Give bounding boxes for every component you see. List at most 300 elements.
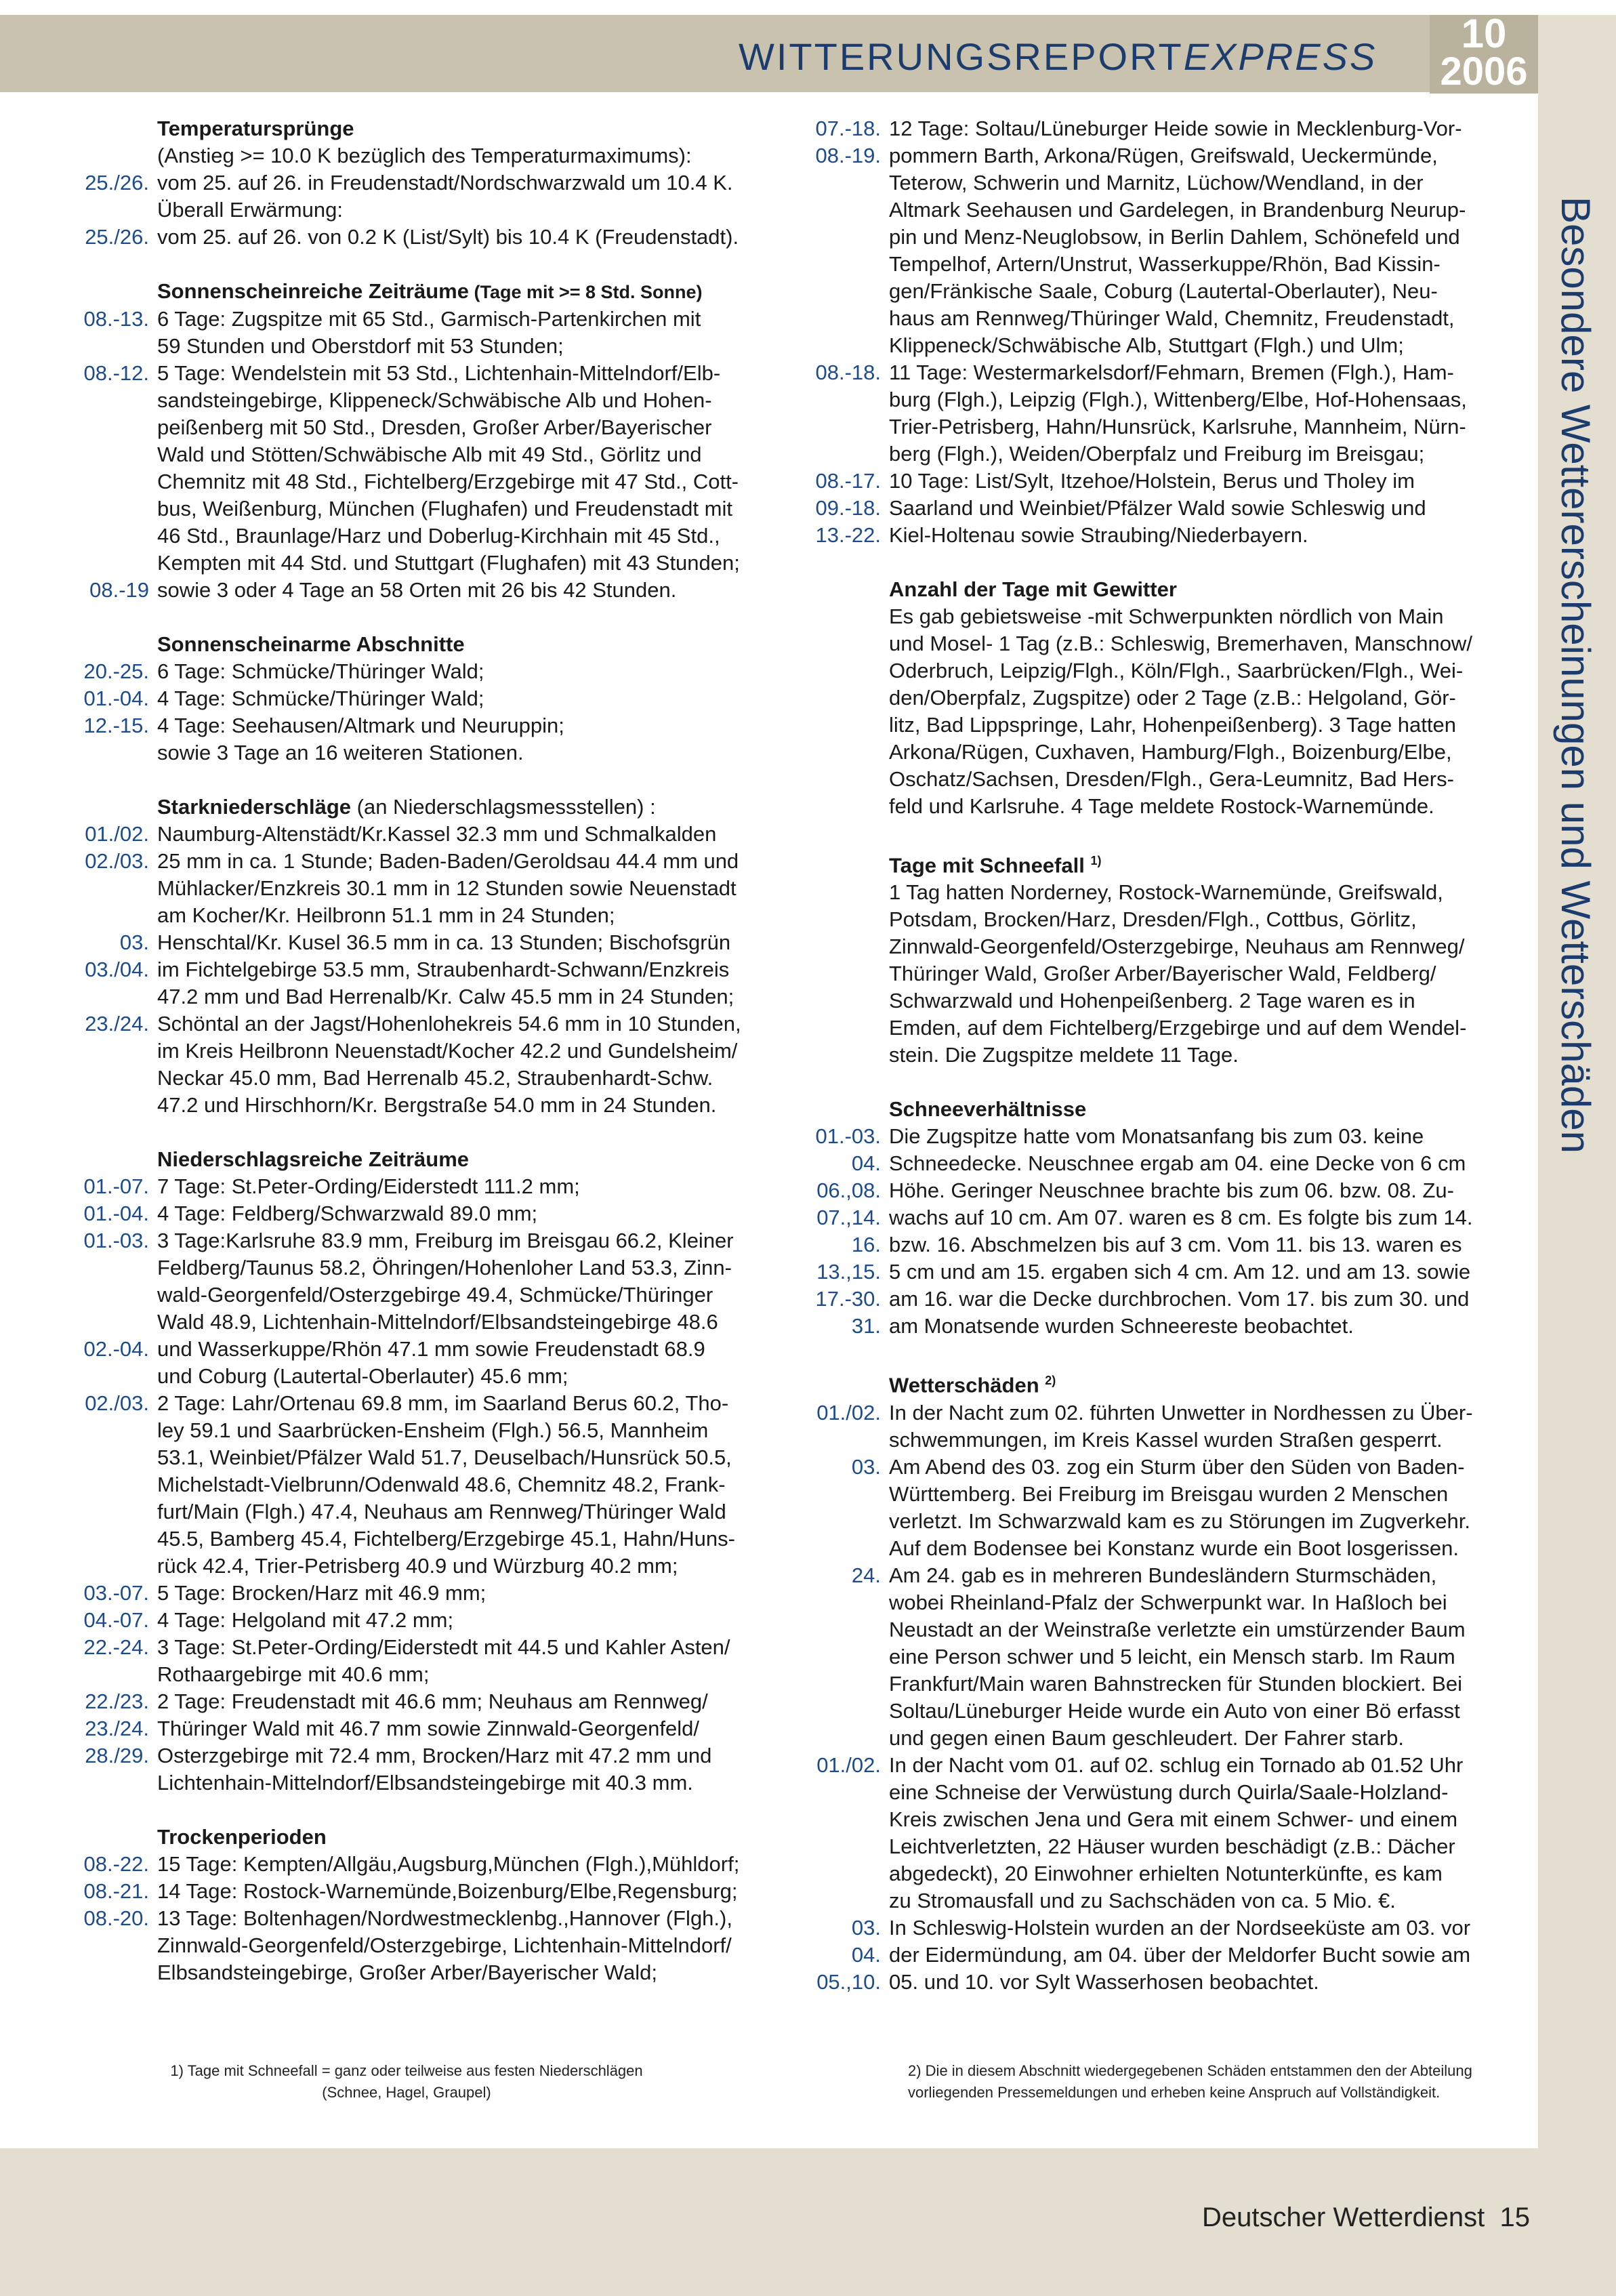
- date-label: [61, 1932, 157, 1959]
- text-line: [61, 1390, 772, 1417]
- text-line: [793, 251, 1511, 278]
- line-text: im Kreis Heilbronn Neuenstadt/Kocher 42.2 und Gundelsheim/: [157, 1039, 738, 1063]
- date-label: [793, 684, 889, 712]
- text-line: [793, 1887, 1511, 1914]
- date-label: [61, 739, 157, 766]
- date-label: [793, 1481, 889, 1508]
- line-text: stein. Die Zugspitze meldete 11 Tage.: [889, 1043, 1239, 1067]
- report-title-main: WITTERUNGSREPORT: [739, 35, 1184, 78]
- text-line: [61, 1282, 772, 1309]
- text-line: [793, 1806, 1511, 1833]
- line-text: und Wasserkuppe/Rhön 47.1 mm sowie Freudenstadt 68.9: [157, 1337, 705, 1361]
- text-line: [61, 1065, 772, 1092]
- text-line: [793, 1150, 1511, 1177]
- text-line: [793, 1942, 1511, 1969]
- line-text: Kempten mit 44 Std. und Stuttgart (Flughafen) mit 43 Stunden;: [157, 551, 740, 575]
- line-text: und Coburg (Lautertal-Oberlauter) 45.6 mm;: [157, 1364, 568, 1388]
- date-label: 03.: [119, 930, 149, 954]
- footnote-1-line: 1) Tage mit Schneefall = ganz oder teilweise aus festen Niederschlägen: [170, 2062, 643, 2079]
- date-label: 28./29.: [85, 1744, 149, 1767]
- line-text: Wald 48.9, Lichtenhain-Mittelndorf/Elbsandsteingebirge 48.6: [157, 1310, 718, 1334]
- line-text: pommern Barth, Arkona/Rügen, Greifswald, Ueckermünde,: [889, 144, 1438, 167]
- date-label: [793, 1427, 889, 1454]
- text-line: [61, 387, 772, 414]
- line-text: Rothaargebirge mit 40.6 mm;: [157, 1662, 430, 1686]
- date-label: [793, 1042, 889, 1069]
- line-text: zu Stromausfall und zu Sachschäden von ca. 5 Mio. €.: [889, 1888, 1396, 1912]
- footer-publisher: Deutscher Wetterdienst: [1202, 2202, 1485, 2232]
- line-text: Chemnitz mit 48 Std., Fichtelberg/Erzgebirge mit 47 Std., Cott-: [157, 470, 739, 493]
- line-text: Es gab gebietsweise -mit Schwerpunkten nördlich von Main: [889, 604, 1444, 628]
- line-text: Teterow, Schwerin und Marnitz, Lüchow/Wendland, in der: [889, 171, 1424, 194]
- line-text: feld und Karlsruhe. 4 Tage meldete Rostock-Warnemünde.: [889, 794, 1434, 818]
- line-text: Neckar 45.0 mm, Bad Herrenalb 45.2, Straubenhardt-Schw.: [157, 1066, 713, 1090]
- line-text: Potsdam, Brocken/Harz, Dresden/Flgh., Cottbus, Görlitz,: [889, 907, 1417, 932]
- date-label: [793, 278, 889, 305]
- line-text: 2 Tage: Lahr/Ortenau 69.8 mm, im Saarland Berus 60.2, Tho-: [157, 1391, 729, 1415]
- date-label: 02./03.: [85, 1391, 149, 1415]
- date-label: [793, 1698, 889, 1725]
- text-line: [61, 1878, 772, 1905]
- line-text: Oderbruch, Leipzig/Flgh., Köln/Flgh., Saarbrücken/Flgh., Wei-: [889, 659, 1464, 682]
- report-title-express: EXPRESS: [1183, 35, 1377, 78]
- line-text: berg (Flgh.), Weiden/Oberpfalz und Freiburg im Breisgau;: [889, 442, 1425, 466]
- text-line: [793, 793, 1511, 820]
- date-label: 08.-19.: [815, 144, 881, 167]
- date-label: [793, 960, 889, 987]
- line-text: 3 Tage: St.Peter-Ording/Eiderstedt mit 44.5 und Kahler Asten/: [157, 1635, 730, 1659]
- line-text: Schneedecke. Neuschnee ergab am 04. eine Decke von 6 cm: [889, 1151, 1466, 1176]
- date-label: [793, 1860, 889, 1887]
- date-label: [793, 879, 889, 906]
- text-line: [61, 1417, 772, 1444]
- line-text: Überall Erwärmung:: [157, 198, 343, 222]
- line-text: peißenberg mit 50 Std., Dresden, Großer Arber/Bayerischer: [157, 415, 712, 439]
- text-line: [61, 1525, 772, 1553]
- line-text: eine Schneise der Verwüstung durch Quirla/Saale-Holzland-: [889, 1780, 1449, 1804]
- date-label: [61, 387, 157, 414]
- date-label: [61, 875, 157, 902]
- date-label: [793, 332, 889, 359]
- date-label: [61, 495, 157, 522]
- date-label: 07.,14.: [816, 1206, 881, 1230]
- date-label: [61, 1092, 157, 1119]
- date-label: 01.-04.: [83, 686, 149, 710]
- line-text: rück 42.4, Trier-Petrisberg 40.9 und Würzburg 40.2 mm;: [157, 1554, 678, 1578]
- date-label: [61, 1471, 157, 1498]
- date-label: 24.: [851, 1563, 881, 1587]
- date-label: 04.-07.: [83, 1608, 149, 1632]
- text-line: [793, 142, 1511, 169]
- left-column: [61, 115, 772, 2013]
- date-label: 01.-04.: [83, 1202, 149, 1225]
- line-text: Altmark Seehausen und Gardelegen, in Brandenburg Neurup-: [889, 198, 1466, 222]
- date-label: [793, 906, 889, 933]
- date-label: 03.-07.: [83, 1581, 149, 1605]
- section-title-text: Starkniederschläge: [157, 795, 352, 819]
- line-text: 5 cm und am 15. ergaben sich 4 cm. Am 12. und am 13. sowie: [889, 1260, 1471, 1284]
- text-line: [61, 550, 772, 577]
- text-line: [793, 1589, 1511, 1616]
- text-line: [793, 1481, 1511, 1508]
- footnote-2: [908, 2060, 1504, 2104]
- line-text: bzw. 16. Abschmelzen bis auf 3 cm. Vom 11. bis 13. waren es: [889, 1233, 1462, 1257]
- date-label: 08.-18.: [815, 361, 881, 384]
- date-label: [793, 1589, 889, 1616]
- section-title: [157, 1146, 772, 1173]
- date-label: 01.-03.: [815, 1124, 881, 1149]
- date-label: 08.-20.: [83, 1906, 149, 1930]
- text-line: [793, 468, 1511, 495]
- line-text: Thüringer Wald mit 46.7 mm sowie Zinnwald-Georgenfeld/: [157, 1717, 700, 1740]
- date-label: [793, 224, 889, 251]
- date-label: [793, 197, 889, 224]
- line-text: Neustadt an der Weinstraße verletzte ein umstürzender Baum: [889, 1617, 1466, 1641]
- text-line: [61, 848, 772, 875]
- report-title: [739, 35, 1377, 78]
- line-text: Kreis zwischen Jena und Gera mit einem Schwer- und einem: [889, 1807, 1458, 1831]
- text-line: [793, 1454, 1511, 1481]
- date-label: [61, 468, 157, 495]
- section-title: [889, 847, 1511, 879]
- date-label: [61, 142, 157, 169]
- text-line: [793, 359, 1511, 386]
- section-title: [157, 794, 772, 821]
- date-label: [61, 550, 157, 577]
- footnote-marker: 1): [1090, 854, 1102, 867]
- line-text: 13 Tage: Boltenhagen/Nordwestmecklenbg.,Hannover (Flgh.),: [157, 1906, 732, 1930]
- date-label: [61, 983, 157, 1010]
- text-line: [793, 413, 1511, 440]
- line-text: 4 Tage: Seehausen/Altmark und Neuruppin;: [157, 714, 564, 737]
- line-text: (Anstieg >= 10.0 K bezüglich des Temperaturmaximums):: [157, 144, 692, 167]
- text-line: [61, 495, 772, 522]
- date-label: [61, 1498, 157, 1525]
- text-line: [793, 1833, 1511, 1860]
- text-line: [61, 577, 772, 604]
- line-text: verletzt. Im Schwarzwald kam es zu Störungen im Zugverkehr.: [889, 1509, 1470, 1533]
- section: [793, 576, 1511, 820]
- line-text: Schwarzwald und Hohenpeißenberg. 2 Tage waren es in: [889, 989, 1415, 1013]
- text-line: [793, 1752, 1511, 1779]
- line-text: Höhe. Geringer Neuschnee brachte bis zum 06. bzw. 08. Zu-: [889, 1178, 1454, 1203]
- text-line: [61, 441, 772, 468]
- section-title: [889, 576, 1511, 603]
- section-title-text: Temperatursprünge: [157, 117, 354, 140]
- section: [61, 794, 772, 1119]
- text-line: [793, 1779, 1511, 1806]
- text-line: [793, 712, 1511, 739]
- date-label: [793, 1725, 889, 1752]
- date-label: 22.-24.: [83, 1635, 149, 1659]
- line-text: am Monatsende wurden Schneereste beobachtet.: [889, 1314, 1354, 1338]
- date-label: [793, 1670, 889, 1698]
- line-text: bus, Weißenburg, München (Flughafen) und Freudenstadt mit: [157, 497, 732, 520]
- section: [793, 847, 1511, 1069]
- line-text: litz, Bad Lippspringe, Lahr, Hohenpeißenberg). 3 Tage hatten: [889, 713, 1456, 737]
- date-label: [61, 1661, 157, 1688]
- date-label: 06.,08.: [816, 1178, 881, 1203]
- date-label: 03.: [851, 1454, 881, 1479]
- date-label: 04.: [851, 1151, 881, 1176]
- line-text: burg (Flgh.), Leipzig (Flgh.), Wittenberg/Elbe, Hof-Hohensaas,: [889, 388, 1467, 411]
- line-text: der Eidermündung, am 04. über der Meldorfer Bucht sowie am: [889, 1942, 1471, 1967]
- text-line: [61, 1932, 772, 1959]
- text-line: [61, 142, 772, 169]
- line-text: 45.5, Bamberg 45.4, Fichtelberg/Erzgebirge 45.1, Hahn/Huns-: [157, 1527, 735, 1551]
- text-line: [793, 879, 1511, 906]
- text-line: [61, 1715, 772, 1742]
- issue-number: 10: [1461, 11, 1507, 56]
- date-label: 22./23.: [85, 1689, 149, 1713]
- date-label: [793, 1014, 889, 1042]
- date-label: 13.,15.: [816, 1260, 881, 1284]
- text-line: [793, 933, 1511, 960]
- line-text: 6 Tage: Schmücke/Thüringer Wald;: [157, 659, 484, 683]
- line-text: furt/Main (Flgh.) 47.4, Neuhaus am Rennweg/Thüringer Wald: [157, 1500, 726, 1523]
- date-label: 12.-15.: [83, 714, 149, 737]
- date-label: [793, 739, 889, 766]
- date-label: 08.-22.: [83, 1852, 149, 1876]
- line-text: vom 25. auf 26. in Freudenstadt/Nordschwarzwald um 10.4 K.: [157, 171, 733, 194]
- date-label: 08.-17.: [815, 469, 881, 493]
- date-label: 20.-25.: [83, 659, 149, 683]
- line-text: Soltau/Lüneburger Heide wurde ein Auto von einer Bö erfasst: [889, 1698, 1460, 1723]
- text-line: [61, 1254, 772, 1282]
- line-text: 6 Tage: Zugspitze mit 65 Std., Garmisch-Partenkirchen mit: [157, 307, 701, 331]
- text-line: [793, 1535, 1511, 1562]
- text-line: [61, 983, 772, 1010]
- text-line: [793, 1670, 1511, 1698]
- text-line: [61, 414, 772, 441]
- text-line: [793, 1914, 1511, 1942]
- date-label: [61, 1038, 157, 1065]
- line-text: sowie 3 Tage an 16 weiteren Stationen.: [157, 741, 524, 764]
- line-text: Naumburg-Altenstädt/Kr.Kassel 32.3 mm und Schmalkalden: [157, 822, 717, 846]
- text-line: [793, 1123, 1511, 1150]
- text-line: [61, 956, 772, 983]
- date-label: [61, 1444, 157, 1471]
- date-label: 17.-30.: [815, 1287, 881, 1311]
- footnote-1-line: (Schnee, Hagel, Graupel): [322, 2084, 491, 2101]
- section-title: [889, 1096, 1511, 1123]
- date-label: 08.-12.: [83, 361, 149, 385]
- text-line: [793, 1231, 1511, 1258]
- line-text: Am Abend des 03. zog ein Sturm über den Süden von Baden-: [889, 1454, 1465, 1479]
- date-label: [793, 793, 889, 820]
- text-line: [793, 115, 1511, 142]
- section-title: [157, 1824, 772, 1851]
- date-label: [793, 413, 889, 440]
- line-text: 3 Tage:Karlsruhe 83.9 mm, Freiburg im Breisgau 66.2, Kleiner: [157, 1229, 734, 1252]
- line-text: im Fichtelgebirge 53.5 mm, Straubenhardt-Schwann/Enzkreis: [157, 958, 730, 981]
- text-line: [793, 657, 1511, 684]
- date-label: 02./03.: [85, 849, 149, 873]
- line-text: haus am Rennweg/Thüringer Wald, Chemnitz, Freudenstadt,: [889, 306, 1455, 330]
- date-label: 08.-21.: [83, 1879, 149, 1903]
- text-line: [793, 305, 1511, 332]
- text-line: [61, 1010, 772, 1038]
- text-line: [793, 278, 1511, 305]
- section: [61, 631, 772, 766]
- section: [61, 115, 772, 251]
- line-text: wobei Rheinland-Pfalz der Schwerpunkt war. In Haßloch bei: [889, 1590, 1447, 1614]
- section-title-text: Trockenperioden: [157, 1825, 327, 1849]
- text-line: [793, 440, 1511, 468]
- line-text: Schöntal an der Jagst/Hohenlohekreis 54.6 mm in 10 Stunden,: [157, 1012, 741, 1036]
- date-label: [793, 630, 889, 657]
- date-label: [793, 1887, 889, 1914]
- text-line: [793, 1427, 1511, 1454]
- text-line: [793, 1042, 1511, 1069]
- date-label: 01./02.: [816, 1752, 881, 1777]
- text-line: [793, 495, 1511, 522]
- date-label: [793, 712, 889, 739]
- footnote-marker: 2): [1045, 1374, 1056, 1388]
- date-label: 01.-07.: [83, 1174, 149, 1198]
- text-line: [61, 224, 772, 251]
- line-text: Trier-Petrisberg, Hahn/Hunsrück, Karlsruhe, Mannheim, Nürn-: [889, 415, 1466, 438]
- date-label: [61, 197, 157, 224]
- date-label: [61, 1769, 157, 1797]
- line-text: Thüringer Wald, Großer Arber/Bayerischer Wald, Feldberg/: [889, 962, 1436, 986]
- text-line: [793, 1860, 1511, 1887]
- section-title-text: Sonnenscheinreiche Zeiträume: [157, 279, 469, 303]
- line-text: 12 Tage: Soltau/Lüneburger Heide sowie in Mecklenburg-Vor-: [889, 117, 1462, 140]
- line-text: Auf dem Bodensee bei Konstanz wurde ein Boot losgerissen.: [889, 1536, 1459, 1560]
- text-line: [61, 169, 772, 197]
- footnote-1: [163, 2060, 650, 2104]
- line-text: In der Nacht zum 02. führten Unwetter in Nordhessen zu Über-: [889, 1400, 1473, 1424]
- date-label: [61, 1525, 157, 1553]
- section-title: [157, 631, 772, 658]
- text-line: [61, 902, 772, 929]
- text-line: [61, 1038, 772, 1065]
- line-text: Emden, auf dem Fichtelberg/Erzgebirge und auf dem Wendel-: [889, 1016, 1467, 1040]
- line-text: 14 Tage: Rostock-Warnemünde,Boizenburg/Elbe,Regensburg;: [157, 1879, 738, 1903]
- text-line: [793, 332, 1511, 359]
- text-line: [61, 685, 772, 712]
- section: [793, 1367, 1511, 1995]
- date-label: [61, 1959, 157, 1986]
- line-text: und gegen einen Baum geschleudert. Der Fahrer starb.: [889, 1725, 1404, 1750]
- date-label: [793, 987, 889, 1014]
- text-line: [61, 197, 772, 224]
- line-text: Osterzgebirge mit 72.4 mm, Brocken/Harz mit 47.2 mm und: [157, 1744, 712, 1767]
- line-text: 59 Stunden und Oberstdorf mit 53 Stunden;: [157, 334, 564, 358]
- line-text: 05. und 10. vor Sylt Wasserhosen beobachtet.: [889, 1969, 1319, 1994]
- date-label: 08.-13.: [83, 307, 149, 331]
- line-text: 5 Tage: Wendelstein mit 53 Std., Lichtenhain-Mittelndorf/Elb-: [157, 361, 721, 385]
- line-text: wald-Georgenfeld/Osterzgebirge 49.4, Schmücke/Thüringer: [157, 1283, 713, 1307]
- date-label: [793, 440, 889, 468]
- section: [61, 1824, 772, 1986]
- text-line: [793, 522, 1511, 549]
- date-label: 07.-18.: [815, 117, 881, 140]
- text-line: [61, 1363, 772, 1390]
- text-line: [793, 1562, 1511, 1589]
- line-text: 5 Tage: Brocken/Harz mit 46.9 mm;: [157, 1581, 486, 1605]
- line-text: Michelstadt-Vielbrunn/Odenwald 48.6, Chemnitz 48.2, Frank-: [157, 1473, 726, 1496]
- date-label: [61, 1553, 157, 1580]
- section-title-text: Niederschlagsreiche Zeiträume: [157, 1147, 470, 1171]
- line-text: Am 24. gab es in mehreren Bundesländern Sturmschäden,: [889, 1563, 1437, 1587]
- section: [61, 278, 772, 604]
- line-text: sandsteingebirge, Klippeneck/Schwäbische Alb und Hohen-: [157, 388, 712, 412]
- date-label: 04.: [851, 1942, 881, 1967]
- line-text: Feldberg/Taunus 58.2, Öhringen/Hohenloher Land 53.3, Zinn-: [157, 1256, 732, 1279]
- line-text: eine Person schwer und 5 leicht, ein Mensch starb. Im Raum: [889, 1644, 1455, 1668]
- text-line: [61, 1634, 772, 1661]
- text-line: [793, 1204, 1511, 1231]
- date-label: [61, 414, 157, 441]
- date-label: 05.,10.: [816, 1969, 881, 1994]
- text-line: [793, 224, 1511, 251]
- text-line: [61, 1580, 772, 1607]
- date-label: 01.-03.: [83, 1229, 149, 1252]
- date-label: [61, 1282, 157, 1309]
- section-title-text: Anzahl der Tage mit Gewitter: [889, 577, 1177, 601]
- line-text: Tempelhof, Artern/Unstrut, Wasserkuppe/Rhön, Bad Kissin-: [889, 252, 1441, 276]
- date-label: [61, 522, 157, 550]
- line-text: 53.1, Weinbiet/Pfälzer Wald 51.7, Deuselbach/Hunsrück 50.5,: [157, 1446, 732, 1469]
- text-line: [61, 658, 772, 685]
- text-line: [793, 766, 1511, 793]
- date-label: 03.: [851, 1915, 881, 1940]
- text-line: [793, 1258, 1511, 1286]
- date-label: [61, 1309, 157, 1336]
- line-text: In der Nacht vom 01. auf 02. schlug ein Tornado ab 01.52 Uhr: [889, 1752, 1464, 1777]
- line-text: 46 Std., Braunlage/Harz und Doberlug-Kirchhain mit 45 Std.,: [157, 524, 720, 548]
- section-title-text: Wetterschäden: [889, 1373, 1039, 1397]
- date-label: [793, 766, 889, 793]
- date-label: 03./04.: [85, 958, 149, 981]
- line-text: abgedeckt), 20 Einwohner erhielten Notunterkünfte, es kam: [889, 1861, 1443, 1885]
- line-text: Zinnwald-Georgenfeld/Osterzgebirge, Lichtenhain-Mittelndorf/: [157, 1933, 732, 1957]
- date-label: [793, 386, 889, 413]
- line-text: 10 Tage: List/Sylt, Itzehoe/Holstein, Berus und Tholey im: [889, 469, 1415, 493]
- text-line: [793, 1177, 1511, 1204]
- text-line: [61, 1607, 772, 1634]
- text-line: [61, 739, 772, 766]
- line-text: vom 25. auf 26. von 0.2 K (List/Sylt) bis 10.4 K (Freudenstadt).: [157, 225, 739, 249]
- section-title: [157, 115, 772, 142]
- line-text: sowie 3 oder 4 Tage an 58 Orten mit 26 bis 42 Stunden.: [157, 578, 677, 602]
- text-line: [61, 1336, 772, 1363]
- line-text: 47.2 mm und Bad Herrenalb/Kr. Calw 45.5 mm in 24 Stunden;: [157, 985, 734, 1008]
- line-text: Die Zugspitze hatte vom Monatsanfang bis zum 03. keine: [889, 1124, 1424, 1149]
- text-line: [793, 1399, 1511, 1427]
- section-title-note: (an Niederschlagsmessstellen) :: [351, 795, 656, 819]
- text-line: [61, 929, 772, 956]
- section-title-note: (Tage mit >= 8 Std. Sonne): [468, 282, 703, 302]
- text-line: [61, 821, 772, 848]
- line-text: 47.2 und Hirschhorn/Kr. Bergstraße 54.0 mm in 24 Stunden.: [157, 1093, 717, 1117]
- date-label: [61, 441, 157, 468]
- date-label: [793, 1779, 889, 1806]
- line-text: Lichtenhain-Mittelndorf/Elbsandsteingebirge mit 40.3 mm.: [157, 1771, 693, 1795]
- date-label: [793, 603, 889, 630]
- line-text: Leichtverletzten, 22 Häuser wurden beschädigt (z.B.: Dächer: [889, 1834, 1455, 1858]
- date-label: [793, 251, 889, 278]
- text-line: [793, 630, 1511, 657]
- text-line: [793, 1969, 1511, 1996]
- text-line: [61, 306, 772, 333]
- footnote-2-line: 2) Die in diesem Abschnitt wiedergegebenen Schäden entstammen den der Abteilung: [908, 2062, 1472, 2079]
- text-line: [61, 1498, 772, 1525]
- line-text: Elbsandsteingebirge, Großer Arber/Bayerischer Wald;: [157, 1961, 658, 1984]
- text-line: [61, 1688, 772, 1715]
